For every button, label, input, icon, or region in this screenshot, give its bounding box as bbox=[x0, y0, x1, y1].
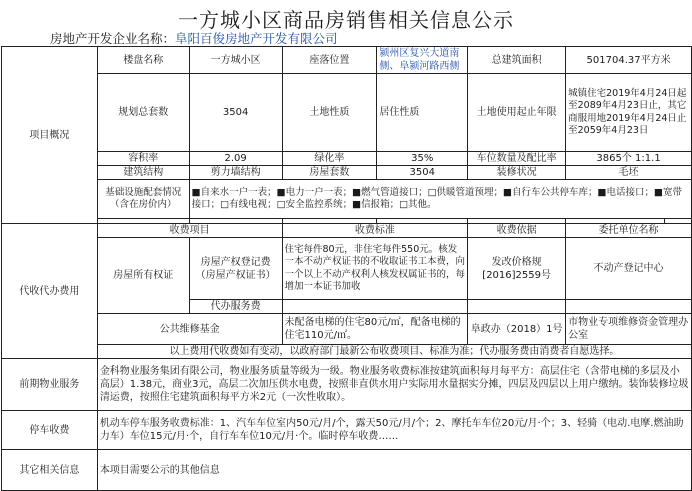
unit-count-label: 房屋套数 bbox=[282, 166, 377, 180]
developer-name: 阜阳百俊房地产开发有限公司 bbox=[175, 31, 338, 46]
info-table bbox=[1, 46, 692, 491]
green-rate-label: 绿化率 bbox=[282, 152, 377, 166]
decoration-label: 装修状况 bbox=[468, 166, 566, 180]
service-fee-label: 代办服务费 bbox=[189, 300, 282, 314]
page-title: 一方城小区商品房销售相关信息公示 bbox=[178, 8, 514, 32]
decoration-value: 毛坯 bbox=[566, 166, 692, 180]
registration-fee-standard: 住宅每件80元，非住宅每件550元。核发一本不动产权证书的不收取证书工本费，向一个以上不动产权利人核发权属证书的，每增加一本证书加收 bbox=[282, 238, 468, 300]
parking-ratio-value: 3865个 1:1.1 bbox=[566, 152, 692, 166]
registration-fee-label: 房屋产权登记费（房屋产权证书） bbox=[189, 238, 282, 300]
planned-units-value: 3504 bbox=[189, 74, 282, 152]
location-label: 座落位置 bbox=[282, 47, 377, 74]
maintenance-fund-standard: 未配备电梯的住宅80元/㎡，配备电梯的住宅110元/㎡。 bbox=[282, 314, 468, 345]
structure-value: 剪力墙结构 bbox=[189, 166, 282, 180]
green-rate-value: 35% bbox=[377, 152, 468, 166]
agency-note: 以上费用代收费如有变动，以政府部门最新公布收费项目、标准为准；代办服务费由消费者自愿选择。 bbox=[97, 345, 691, 359]
registration-fee-unit: 不动产登记中心 bbox=[566, 238, 692, 300]
facilities-value: ■自来水一户一表；■电力一户一表；■燃气管道接口；□供暖管道预埋；■自行车公共停车库；■电话接口；■宽带接口；□有线电视；□安全监控系统；■信报箱；□其他。 bbox=[189, 180, 691, 219]
agency-section-label: 代收代办费用 bbox=[2, 224, 98, 359]
maintenance-fund-label: 公共维修基金 bbox=[97, 314, 282, 345]
facilities-label: 基础设施配套情况（含在房价内） bbox=[97, 180, 189, 219]
fee-standard-header: 收费标准 bbox=[282, 224, 468, 238]
land-type-label: 土地性质 bbox=[282, 74, 377, 152]
overview-section-label: 项目概况 bbox=[2, 47, 98, 224]
location-value: 颍州区复兴大道南侧、阜颍河路西侧 bbox=[377, 47, 468, 74]
structure-label: 建筑结构 bbox=[97, 166, 189, 180]
property-service-text: 金科物业服务集团有限公司，物业服务质量等级为一级。物业服务收费标准按建筑面积每月每平方：高层住宅（含带电梯的多层及小高层）1.38元，商业3元，高层二次加压供水电费，按照非直供水用户实际用水量据实分摊，四层及四层以上用户缴纳。装饰装修垃圾清运费，按照住宅建筑面积每平方米2元（一次性收取）。 bbox=[97, 359, 691, 411]
other-info-label: 其它相关信息 bbox=[2, 450, 98, 491]
total-area-value: 501704.37平方米 bbox=[566, 47, 692, 74]
fee-basis-header: 收费依据 bbox=[468, 224, 566, 238]
project-name-label: 楼盘名称 bbox=[97, 47, 189, 74]
parking-ratio-label: 车位数量及配比率 bbox=[468, 152, 566, 166]
parking-text: 机动车停车服务收费标准：1、汽车车位室内50元/月/个，露天50元/月/个；2、摩托车车位20元/月·个；3、轻骑（电动.电摩.燃油助力车）车位15元/月·个，自行车车位10元/月·个。临时停车收费…… bbox=[97, 411, 691, 450]
unit-count-value: 3504 bbox=[377, 166, 468, 180]
project-name-value: 一方城小区 bbox=[189, 47, 282, 74]
plot-ratio-value: 2.09 bbox=[189, 152, 282, 166]
land-term-value: 城镇住宅2019年4月24日起至2089年4月23日止，其它商服用地2019年4月24日止至2059年4月23日 bbox=[566, 74, 692, 152]
planned-units-label: 规划总套数 bbox=[97, 74, 189, 152]
parking-label: 停车收费 bbox=[2, 411, 98, 450]
total-area-label: 总建筑面积 bbox=[468, 47, 566, 74]
land-term-label: 土地使用起止年限 bbox=[468, 74, 566, 152]
maintenance-fund-unit: 市物业专项维修资金管理办公室 bbox=[566, 314, 692, 345]
plot-ratio-label: 容积率 bbox=[97, 152, 189, 166]
fee-unit-header: 委托单位名称 bbox=[566, 224, 692, 238]
developer-row bbox=[50, 29, 338, 47]
other-info-text: 本项目需要公示的其他信息 bbox=[97, 450, 691, 491]
maintenance-fund-basis: 阜政办（2018）1号 bbox=[468, 314, 566, 345]
land-type-value: 居住性质 bbox=[377, 74, 468, 152]
fee-item-header: 收费项目 bbox=[97, 224, 282, 238]
property-service-label: 前期物业服务 bbox=[2, 359, 98, 411]
registration-fee-basis: 发改价格规[2016]2559号 bbox=[468, 238, 566, 300]
house-cert-label: 房屋所有权证 bbox=[97, 238, 189, 314]
developer-label: 房地产开发企业名称： bbox=[50, 31, 176, 46]
